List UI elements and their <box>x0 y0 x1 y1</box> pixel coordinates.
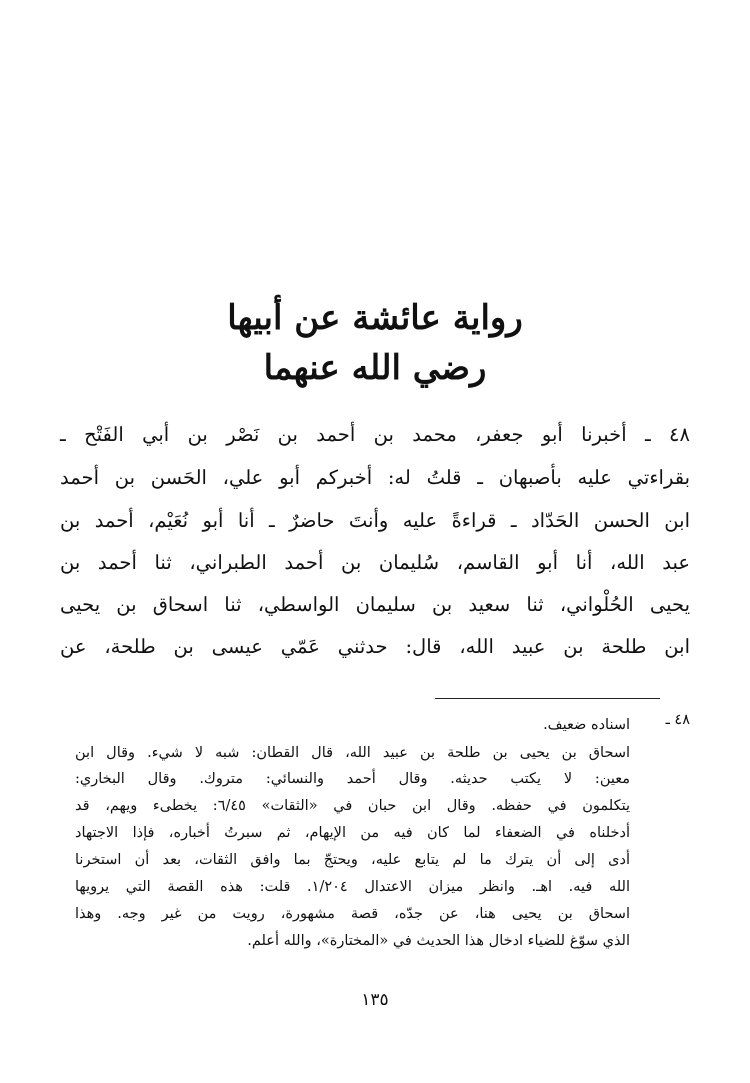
footnote-line: الذي سوّغ للضياء ادخال هذا الحديث في «المختارة»، والله أعلم. <box>247 933 630 949</box>
footnote-line: اسناده ضعيف. <box>543 717 630 733</box>
body-line: بقراءتي عليه بأصبهان ـ قلتُ له: أخبركم أبو علي، الحَسن بن أحمد <box>60 466 690 489</box>
body-line: عبد الله، أنا أبو القاسم، سُليمان بن أحمد الطبراني، ثنا أحمد بن <box>60 551 690 574</box>
body-line: ابن طلحة بن عبيد الله، قال: حدثني عَمّي عيسى بن طلحة، عن <box>60 635 690 658</box>
chapter-subtitle: رضي الله عنهما <box>263 348 487 388</box>
footnote-line: يتكلمون في حفظه. وقال ابن حبان في «الثقات» ٦/٤٥: يخطىء ويهم، قد <box>75 798 630 814</box>
body-line: ابن الحسن الحَدّاد ـ قراءةً عليه وأنتَ حاضرٌ ـ أنا أبو نُعَيْم، أحمد بن <box>60 509 690 532</box>
footnote-line: معين: لا يكتب حديثه. وقال أحمد والنسائي: متروك. وقال البخاري: <box>75 771 630 787</box>
body-line: ٤٨ ـ أخبرنا أبو جعفر، محمد بن أحمد بن نَصْر بن أبي الفَتْح ـ <box>60 423 690 446</box>
footnote-line: أدخلناه في الضعفاء لما كان فيه من الإيهام، ثم سبرتُ أخباره، فإذا الاجتهاد <box>75 825 630 841</box>
footnote-line: الله فيه. اهـ. وانظر ميزان الاعتدال ١/٢٠٤. قلت: هذه القصة التي يرويها <box>75 879 631 895</box>
footnote-line: اسحاق بن يحيى هنا، عن جدّه، قصة مشهورة، رويت من غير وجه. وهذا <box>75 906 630 922</box>
footnote-number: ٤٨ ـ <box>665 712 690 728</box>
footnote-line: أدى إلى أن يترك ما لم يتابع عليه، ويحتجّ بما وافق الثقات، بعد أن استخرنا <box>75 852 630 868</box>
footnote-line: اسحاق بن يحيى بن طلحة بن عبيد الله، قال القطان: شبه لا شيء. وقال ابن <box>75 745 630 761</box>
body-line: يحيى الحُلْواني، ثنا سعيد بن سليمان الواسطي، ثنا اسحاق بن يحيى <box>60 593 690 616</box>
page-number: ١٣٥ <box>361 990 389 1010</box>
chapter-title: رواية عائشة عن أبيها <box>227 298 523 338</box>
footnote-separator <box>435 698 660 699</box>
